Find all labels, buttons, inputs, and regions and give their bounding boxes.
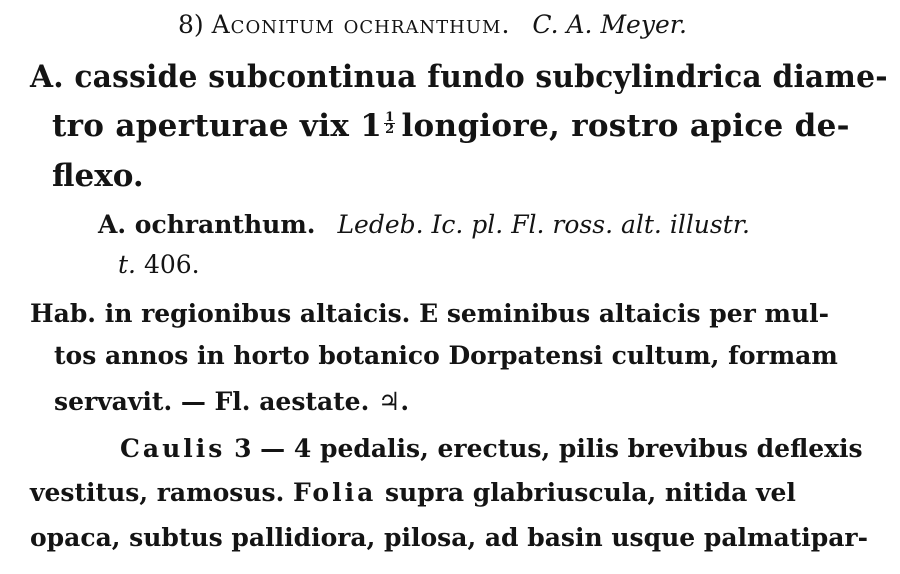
species-author: C. A. Meyer. (532, 10, 687, 39)
synonym-line-1 (98, 212, 750, 237)
description-line-2-end: supra glabriuscula, nitida vel (384, 478, 796, 507)
description-folia: Folia (293, 478, 377, 507)
species-number: 8) (178, 10, 204, 39)
diagnosis-line-2-start: tro aperturae vix 1 (52, 108, 383, 144)
species-name: Aconitum ochranthum. (211, 10, 511, 39)
synonym-tab-number: 406. (143, 250, 200, 279)
synonym-name: A. ochranthum. (98, 210, 316, 239)
description-line-1-rest: 3 — 4 pedalis, erectus, pilis brevibus deflexis (234, 434, 863, 463)
description-line-2 (30, 480, 796, 505)
synonym-tab-label: t. (118, 250, 136, 279)
habitat-line-2: tos annos in horto botanico Dorpatensi cultum, formam (54, 341, 838, 370)
fraction-numerator: 1 (385, 110, 395, 125)
description-line-2-start: vestitus, ramosus. (30, 478, 285, 507)
description-line-1 (120, 436, 863, 461)
habitat-line-3: servavit. — Fl. aestate. ♃. (54, 387, 410, 416)
description-caulis: Caulis (120, 434, 226, 463)
species-heading (178, 12, 687, 37)
description-line-3: opaca, subtus pallidiora, pilosa, ad basin usque palmatipar- (30, 523, 868, 552)
fraction (384, 112, 395, 135)
synonym-reference: Ledeb. Ic. pl. Fl. ross. alt. illustr. (337, 210, 750, 239)
synonym-line-2 (118, 252, 200, 277)
diagnosis-line-1: A. casside subcontinua fundo subcylindrica diame- (30, 59, 888, 95)
diagnosis-line-2-end: longiore, rostro apice de- (401, 108, 850, 144)
habitat-line-1: Hab. in regionibus altaicis. E seminibus altaicis per mul- (30, 299, 830, 328)
diagnosis-line-3: flexo. (52, 158, 144, 194)
fraction-denominator: 2 (385, 122, 395, 137)
diagnosis-line-2 (52, 108, 850, 144)
